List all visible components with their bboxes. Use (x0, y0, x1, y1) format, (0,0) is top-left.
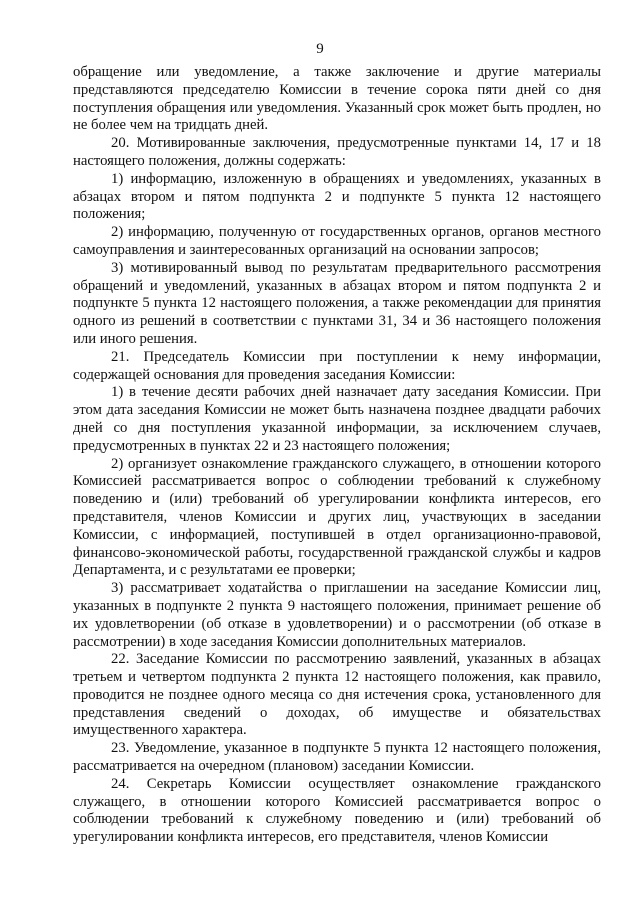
paragraph-subitem-20-3: 3) мотивированный вывод по результатам предварительного рассмотрения обращений и уведомлений, указанных в абзацах втором и пятом подпункта 2 и подпункте 5 пункта 12 настоящего положения, а также рекомендации для принятия одного из решений в соответствии с пунктами 31, 34 и 36 настоящего положения или иного решения. (73, 259, 601, 347)
page-number: 9 (316, 41, 324, 57)
paragraph-subitem-20-2: 2) информацию, полученную от государственных органов, органов местного самоуправления и заинтересованных организаций на основании запросов; (73, 224, 601, 258)
paragraph-item-24: 24. Секретарь Комиссии осуществляет ознакомление гражданского служащего, в отношении которого Комиссией рассматривается вопрос о соблюдении требований к служебному поведению и (или) требований об урегулировании конфликта интересов, его представителя, членов Комиссии (73, 775, 601, 846)
paragraph-subitem-20-1: 1) информацию, изложенную в обращениях и уведомлениях, указанных в абзацах втором и пятом подпункта 2 и подпункте 5 пункта 12 настоящего положения; (73, 170, 601, 223)
paragraph-item-23: 23. Уведомление, указанное в подпункте 5 пункта 12 настоящего положения, рассматривается на очередном (плановом) заседании Комиссии. (73, 740, 601, 775)
paragraph-subitem-21-3: 3) рассматривает ходатайства о приглашении на заседание Комиссии лиц, указанных в подпункте 2 пункта 9 настоящего положения, принимает решение об их удовлетворении (об отказе в удовлетворении) и о рассмотрении (об отказе в рассмотрении) в ходе заседания Комиссии дополнительных материалов. (73, 580, 601, 650)
paragraph-item-22: 22. Заседание Комиссии по рассмотрению заявлений, указанных в абзацах третьем и четвертом подпункта 2 пункта 12 настоящего положения, как правило, проводится не позднее одного месяца со дня истечения срока, установленного для представления сведений о доходах, об имуществе и обязательствах имущественного характера. (73, 651, 601, 739)
paragraph-subitem-21-2: 2) организует ознакомление гражданского служащего, в отношении которого Комиссией рассматривается вопрос о соблюдении требований к служебному поведению и (или) требований об урегулировании конфликта интересов, его представителя, членов Комиссии и других лиц, участвующих в заседании Комиссии, с информацией, поступившей в отдел организационно-правовой, финансово-экономической работы, государственной гражданской службы и кадров Департамента, и с результатами ее проверки; (73, 455, 601, 579)
paragraph-item-20: 20. Мотивированные заключения, предусмотренные пунктами 14, 17 и 18 настоящего положения, должны содержать: (73, 135, 601, 169)
paragraph-subitem-21-1: 1) в течение десяти рабочих дней назначает дату заседания Комиссии. При этом дата заседания Комиссии не может быть назначена позднее двадцати рабочих дней со дня поступления указанной информации, за исключением случаев, предусмотренных в пунктах 22 и 23 настоящего положения; (73, 384, 601, 454)
document-body (73, 64, 601, 847)
paragraph-item-21: 21. Председатель Комиссии при поступлении к нему информации, содержащей основания для проведения заседания Комиссии: (73, 348, 601, 383)
paragraph-continuation: обращение или уведомление, а также заключение и другие материалы представляются председателю Комиссии в течение сорока пяти дней со дня поступления обращения или уведомления. Указанный срок может быть продлен, но не более чем на тридцать дней. (73, 64, 601, 134)
